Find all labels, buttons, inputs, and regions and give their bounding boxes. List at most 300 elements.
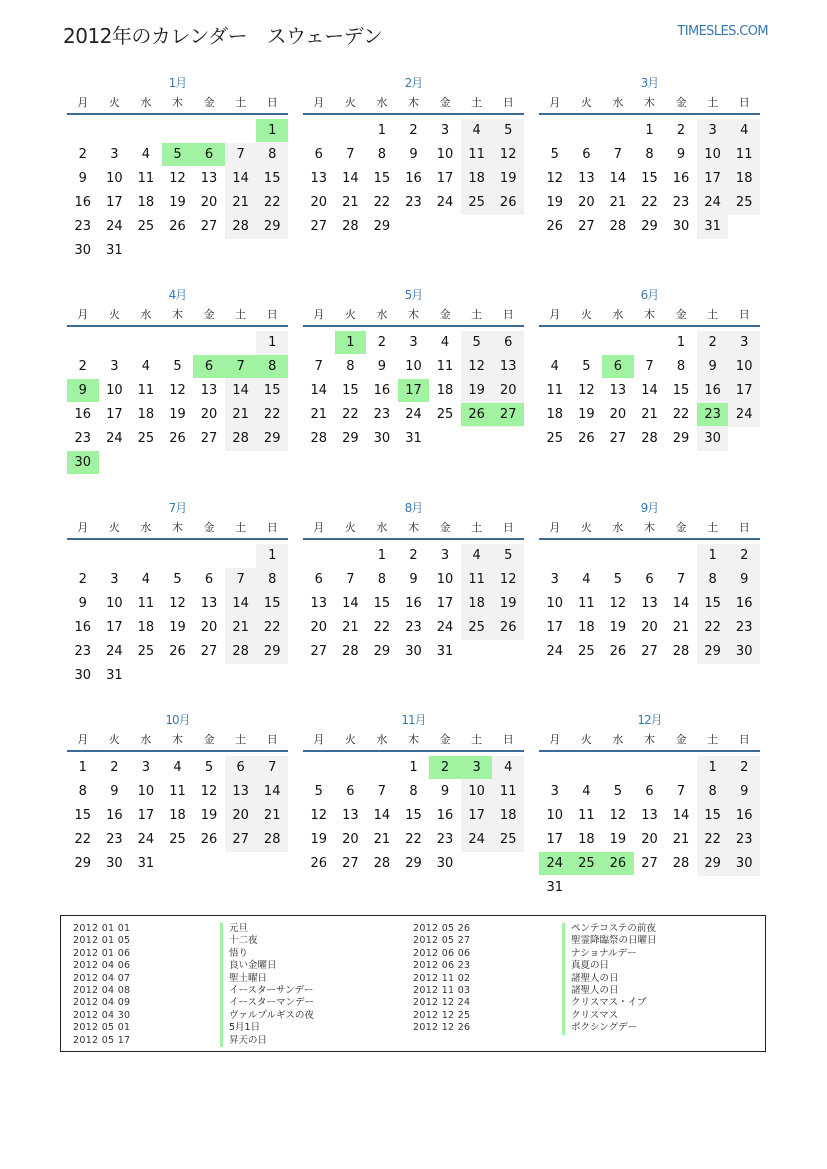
calendar-day[interactable]: 29: [672, 431, 690, 446]
calendar-day[interactable]: 16: [436, 808, 454, 823]
calendar-day[interactable]: 19: [169, 195, 186, 210]
calendar-day[interactable]: 4: [472, 548, 481, 563]
calendar-day[interactable]: 28: [609, 219, 627, 234]
calendar-day[interactable]: 3: [550, 572, 559, 587]
calendar-day[interactable]: 13: [200, 596, 218, 611]
calendar-day[interactable]: 17: [436, 171, 454, 186]
calendar-day[interactable]: 3: [440, 548, 450, 563]
calendar-day[interactable]: 13: [310, 596, 328, 611]
calendar-day[interactable]: 7: [346, 572, 355, 587]
calendar-day[interactable]: 11: [499, 784, 517, 799]
calendar-day[interactable]: 27: [641, 644, 658, 659]
calendar-day[interactable]: 31: [436, 644, 454, 659]
calendar-day[interactable]: 4: [504, 760, 513, 775]
calendar-day[interactable]: 2: [409, 123, 418, 138]
calendar-day[interactable]: 25: [137, 431, 155, 446]
calendar-day[interactable]: 29: [641, 219, 658, 234]
calendar-day[interactable]: 2: [708, 335, 717, 350]
calendar-day[interactable]: 17: [735, 383, 753, 398]
holiday-day[interactable]: 26: [602, 852, 634, 875]
calendar-day[interactable]: 7: [236, 147, 245, 162]
calendar-day[interactable]: 5: [613, 572, 623, 587]
calendar-day[interactable]: 22: [641, 195, 658, 210]
calendar-day[interactable]: 20: [609, 407, 627, 422]
calendar-day[interactable]: 12: [200, 784, 218, 799]
calendar-day[interactable]: 17: [704, 171, 721, 186]
calendar-day[interactable]: 18: [578, 832, 595, 847]
calendar-day[interactable]: 17: [137, 808, 155, 823]
holiday-day[interactable]: 30: [67, 451, 99, 474]
calendar-day[interactable]: 9: [377, 359, 387, 374]
calendar-day[interactable]: 18: [436, 383, 454, 398]
calendar-day[interactable]: 11: [735, 147, 753, 162]
calendar-day[interactable]: 23: [405, 195, 422, 210]
calendar-day[interactable]: 10: [704, 147, 721, 162]
calendar-day[interactable]: 22: [405, 832, 422, 847]
calendar-day[interactable]: 10: [436, 147, 454, 162]
calendar-day[interactable]: 7: [268, 760, 277, 775]
calendar-day[interactable]: 15: [704, 808, 721, 823]
calendar-day[interactable]: 15: [641, 171, 658, 186]
calendar-day[interactable]: 2: [409, 548, 418, 563]
calendar-day[interactable]: 19: [200, 808, 218, 823]
calendar-day[interactable]: 23: [74, 431, 92, 446]
calendar-day[interactable]: 15: [263, 171, 281, 186]
calendar-day[interactable]: 20: [232, 808, 249, 823]
calendar-day[interactable]: 8: [708, 572, 717, 587]
calendar-day[interactable]: 5: [314, 784, 323, 799]
calendar-day[interactable]: 15: [405, 808, 422, 823]
calendar-day[interactable]: 3: [409, 335, 418, 350]
calendar-day[interactable]: 17: [106, 407, 123, 422]
calendar-day[interactable]: 19: [609, 832, 627, 847]
calendar-day[interactable]: 19: [310, 832, 328, 847]
calendar-day[interactable]: 19: [578, 407, 595, 422]
calendar-day[interactable]: 16: [735, 596, 753, 611]
calendar-day[interactable]: 4: [740, 123, 749, 138]
calendar-day[interactable]: 14: [232, 596, 249, 611]
calendar-day[interactable]: 26: [169, 644, 186, 659]
calendar-day[interactable]: 24: [735, 407, 753, 422]
calendar-day[interactable]: 30: [436, 856, 454, 871]
calendar-day[interactable]: 18: [137, 620, 155, 635]
calendar-day[interactable]: 3: [110, 147, 119, 162]
calendar-day[interactable]: 26: [546, 219, 564, 234]
calendar-day[interactable]: 26: [609, 644, 627, 659]
calendar-day[interactable]: 26: [169, 431, 186, 446]
calendar-day[interactable]: 30: [74, 243, 92, 258]
calendar-day[interactable]: 1: [708, 548, 717, 563]
site-logo[interactable]: TIMESLES.COM: [677, 24, 768, 39]
calendar-day[interactable]: 30: [373, 431, 391, 446]
calendar-day[interactable]: 16: [672, 171, 690, 186]
calendar-day[interactable]: 30: [106, 856, 123, 871]
calendar-day[interactable]: 24: [546, 644, 564, 659]
calendar-day[interactable]: 25: [436, 407, 454, 422]
calendar-day[interactable]: 22: [263, 407, 281, 422]
calendar-day[interactable]: 6: [236, 760, 245, 775]
calendar-day[interactable]: 10: [436, 572, 454, 587]
calendar-day[interactable]: 27: [310, 644, 328, 659]
holiday-day[interactable]: 23: [697, 403, 729, 426]
calendar-day[interactable]: 27: [200, 644, 218, 659]
calendar-day[interactable]: 6: [204, 572, 214, 587]
calendar-day[interactable]: 10: [546, 596, 564, 611]
calendar-day[interactable]: 24: [106, 431, 123, 446]
holiday-day[interactable]: 6: [193, 355, 225, 378]
calendar-day[interactable]: 20: [310, 620, 328, 635]
calendar-day[interactable]: 1: [268, 335, 277, 350]
calendar-day[interactable]: 4: [582, 784, 591, 799]
calendar-day[interactable]: 19: [499, 596, 517, 611]
holiday-day[interactable]: 6: [602, 355, 634, 378]
calendar-day[interactable]: 25: [137, 219, 155, 234]
calendar-day[interactable]: 24: [137, 832, 155, 847]
calendar-day[interactable]: 21: [373, 832, 391, 847]
calendar-day[interactable]: 8: [268, 572, 277, 587]
calendar-day[interactable]: 22: [263, 620, 281, 635]
calendar-day[interactable]: 11: [137, 596, 155, 611]
calendar-day[interactable]: 1: [645, 123, 654, 138]
calendar-day[interactable]: 23: [436, 832, 454, 847]
calendar-day[interactable]: 20: [641, 832, 658, 847]
calendar-day[interactable]: 20: [200, 407, 218, 422]
calendar-day[interactable]: 9: [676, 147, 686, 162]
calendar-day[interactable]: 13: [342, 808, 359, 823]
calendar-day[interactable]: 14: [232, 171, 249, 186]
calendar-day[interactable]: 29: [74, 856, 92, 871]
calendar-day[interactable]: 22: [74, 832, 92, 847]
calendar-day[interactable]: 13: [578, 171, 595, 186]
calendar-day[interactable]: 16: [74, 195, 92, 210]
calendar-day[interactable]: 8: [645, 147, 654, 162]
calendar-day[interactable]: 21: [263, 808, 281, 823]
calendar-day[interactable]: 17: [106, 620, 123, 635]
calendar-day[interactable]: 1: [268, 548, 277, 563]
calendar-day[interactable]: 10: [106, 596, 123, 611]
calendar-day[interactable]: 14: [310, 383, 328, 398]
calendar-day[interactable]: 19: [169, 407, 186, 422]
calendar-day[interactable]: 27: [641, 856, 658, 871]
calendar-day[interactable]: 3: [141, 760, 151, 775]
calendar-day[interactable]: 9: [740, 572, 749, 587]
calendar-day[interactable]: 7: [236, 572, 245, 587]
calendar-day[interactable]: 10: [546, 808, 564, 823]
calendar-day[interactable]: 15: [263, 383, 281, 398]
calendar-day[interactable]: 4: [141, 572, 151, 587]
calendar-day[interactable]: 2: [110, 760, 119, 775]
calendar-day[interactable]: 15: [74, 808, 92, 823]
calendar-day[interactable]: 19: [609, 620, 627, 635]
calendar-day[interactable]: 27: [200, 431, 218, 446]
calendar-day[interactable]: 18: [735, 171, 753, 186]
calendar-day[interactable]: 28: [232, 219, 249, 234]
calendar-day[interactable]: 12: [310, 808, 328, 823]
calendar-day[interactable]: 10: [106, 171, 123, 186]
calendar-day[interactable]: 6: [645, 572, 654, 587]
calendar-day[interactable]: 3: [110, 572, 119, 587]
calendar-day[interactable]: 13: [232, 784, 249, 799]
calendar-day[interactable]: 15: [373, 596, 391, 611]
calendar-day[interactable]: 25: [735, 195, 753, 210]
calendar-day[interactable]: 4: [141, 359, 151, 374]
calendar-day[interactable]: 27: [578, 219, 595, 234]
calendar-day[interactable]: 25: [137, 644, 155, 659]
calendar-day[interactable]: 29: [704, 644, 721, 659]
calendar-day[interactable]: 4: [440, 335, 450, 350]
holiday-day[interactable]: 26: [461, 403, 493, 426]
calendar-day[interactable]: 15: [263, 596, 281, 611]
calendar-day[interactable]: 12: [169, 171, 186, 186]
calendar-day[interactable]: 12: [169, 596, 186, 611]
calendar-day[interactable]: 22: [373, 620, 391, 635]
calendar-day[interactable]: 14: [672, 596, 690, 611]
calendar-day[interactable]: 26: [499, 195, 517, 210]
calendar-day[interactable]: 16: [74, 620, 92, 635]
calendar-day[interactable]: 31: [137, 856, 155, 871]
calendar-day[interactable]: 16: [405, 596, 422, 611]
calendar-day[interactable]: 9: [78, 596, 87, 611]
calendar-day[interactable]: 8: [676, 359, 686, 374]
calendar-day[interactable]: 31: [704, 219, 721, 234]
calendar-day[interactable]: 20: [578, 195, 595, 210]
calendar-day[interactable]: 26: [200, 832, 218, 847]
calendar-day[interactable]: 25: [468, 195, 485, 210]
calendar-day[interactable]: 12: [499, 572, 517, 587]
calendar-day[interactable]: 2: [78, 572, 87, 587]
calendar-day[interactable]: 2: [740, 548, 749, 563]
holiday-day[interactable]: 7: [225, 355, 257, 378]
calendar-day[interactable]: 26: [169, 219, 186, 234]
calendar-day[interactable]: 2: [78, 359, 87, 374]
calendar-day[interactable]: 2: [78, 147, 87, 162]
calendar-day[interactable]: 20: [641, 620, 658, 635]
calendar-day[interactable]: 23: [106, 832, 123, 847]
calendar-day[interactable]: 7: [314, 359, 323, 374]
calendar-day[interactable]: 30: [735, 644, 753, 659]
calendar-day[interactable]: 14: [232, 383, 249, 398]
calendar-day[interactable]: 20: [342, 832, 359, 847]
calendar-day[interactable]: 28: [232, 431, 249, 446]
calendar-day[interactable]: 12: [609, 596, 627, 611]
holiday-day[interactable]: 1: [335, 331, 367, 354]
calendar-day[interactable]: 30: [735, 856, 753, 871]
calendar-day[interactable]: 3: [440, 123, 450, 138]
calendar-day[interactable]: 14: [609, 171, 627, 186]
calendar-day[interactable]: 11: [169, 784, 186, 799]
calendar-day[interactable]: 23: [74, 219, 92, 234]
calendar-day[interactable]: 28: [641, 431, 658, 446]
calendar-day[interactable]: 24: [436, 620, 454, 635]
calendar-day[interactable]: 8: [377, 147, 387, 162]
calendar-day[interactable]: 12: [578, 383, 595, 398]
calendar-day[interactable]: 29: [405, 856, 422, 871]
calendar-day[interactable]: 23: [735, 832, 753, 847]
calendar-day[interactable]: 12: [499, 147, 517, 162]
calendar-day[interactable]: 8: [708, 784, 717, 799]
calendar-day[interactable]: 31: [546, 880, 564, 895]
calendar-day[interactable]: 12: [169, 383, 186, 398]
calendar-day[interactable]: 28: [672, 856, 690, 871]
calendar-day[interactable]: 1: [78, 760, 87, 775]
calendar-day[interactable]: 8: [268, 147, 277, 162]
calendar-day[interactable]: 23: [373, 407, 391, 422]
calendar-day[interactable]: 6: [582, 147, 591, 162]
calendar-day[interactable]: 13: [200, 171, 218, 186]
calendar-day[interactable]: 21: [609, 195, 627, 210]
calendar-day[interactable]: 30: [704, 431, 721, 446]
calendar-day[interactable]: 13: [641, 596, 658, 611]
calendar-day[interactable]: 17: [546, 832, 564, 847]
calendar-day[interactable]: 6: [346, 784, 355, 799]
calendar-day[interactable]: 4: [173, 760, 182, 775]
calendar-day[interactable]: 29: [704, 856, 721, 871]
calendar-day[interactable]: 21: [232, 195, 249, 210]
calendar-day[interactable]: 10: [106, 383, 123, 398]
calendar-day[interactable]: 28: [232, 644, 249, 659]
calendar-day[interactable]: 28: [342, 219, 359, 234]
calendar-day[interactable]: 9: [440, 784, 450, 799]
calendar-day[interactable]: 28: [342, 644, 359, 659]
calendar-day[interactable]: 28: [373, 856, 391, 871]
calendar-day[interactable]: 16: [735, 808, 753, 823]
calendar-day[interactable]: 18: [169, 808, 186, 823]
calendar-day[interactable]: 8: [78, 784, 87, 799]
calendar-day[interactable]: 15: [373, 171, 391, 186]
calendar-day[interactable]: 30: [672, 219, 690, 234]
calendar-day[interactable]: 28: [310, 431, 328, 446]
holiday-day[interactable]: 2: [429, 756, 461, 779]
calendar-day[interactable]: 3: [110, 359, 119, 374]
calendar-day[interactable]: 5: [504, 123, 513, 138]
calendar-day[interactable]: 31: [405, 431, 422, 446]
calendar-day[interactable]: 11: [578, 808, 595, 823]
calendar-day[interactable]: 6: [314, 147, 323, 162]
calendar-day[interactable]: 18: [468, 596, 485, 611]
calendar-day[interactable]: 2: [740, 760, 749, 775]
calendar-day[interactable]: 18: [578, 620, 595, 635]
calendar-day[interactable]: 14: [672, 808, 690, 823]
calendar-day[interactable]: 10: [735, 359, 753, 374]
calendar-day[interactable]: 8: [409, 784, 418, 799]
holiday-day[interactable]: 24: [539, 852, 571, 875]
calendar-day[interactable]: 4: [472, 123, 481, 138]
calendar-day[interactable]: 6: [504, 335, 513, 350]
calendar-day[interactable]: 11: [436, 359, 454, 374]
calendar-day[interactable]: 29: [263, 644, 281, 659]
calendar-day[interactable]: 4: [582, 572, 591, 587]
calendar-day[interactable]: 18: [137, 407, 155, 422]
calendar-day[interactable]: 4: [141, 147, 151, 162]
calendar-day[interactable]: 8: [377, 572, 387, 587]
calendar-day[interactable]: 11: [468, 147, 485, 162]
calendar-day[interactable]: 21: [310, 407, 328, 422]
calendar-day[interactable]: 21: [672, 620, 690, 635]
calendar-day[interactable]: 1: [708, 760, 717, 775]
calendar-day[interactable]: 9: [409, 147, 418, 162]
calendar-day[interactable]: 13: [310, 171, 328, 186]
calendar-day[interactable]: 17: [436, 596, 454, 611]
calendar-day[interactable]: 6: [314, 572, 323, 587]
calendar-day[interactable]: 7: [645, 359, 654, 374]
calendar-day[interactable]: 13: [609, 383, 627, 398]
calendar-day[interactable]: 28: [263, 832, 281, 847]
calendar-day[interactable]: 16: [405, 171, 422, 186]
calendar-day[interactable]: 27: [232, 832, 249, 847]
calendar-day[interactable]: 20: [499, 383, 517, 398]
calendar-day[interactable]: 5: [173, 572, 182, 587]
calendar-day[interactable]: 7: [346, 147, 355, 162]
calendar-day[interactable]: 23: [672, 195, 690, 210]
calendar-day[interactable]: 15: [704, 596, 721, 611]
calendar-day[interactable]: 8: [346, 359, 355, 374]
calendar-day[interactable]: 5: [613, 784, 623, 799]
calendar-day[interactable]: 1: [676, 335, 686, 350]
calendar-day[interactable]: 16: [106, 808, 123, 823]
calendar-day[interactable]: 15: [672, 383, 690, 398]
calendar-day[interactable]: 21: [641, 407, 658, 422]
calendar-day[interactable]: 22: [672, 407, 690, 422]
calendar-day[interactable]: 25: [169, 832, 186, 847]
calendar-day[interactable]: 2: [377, 335, 387, 350]
calendar-day[interactable]: 7: [676, 784, 686, 799]
calendar-day[interactable]: 24: [436, 195, 454, 210]
calendar-day[interactable]: 5: [504, 548, 513, 563]
calendar-day[interactable]: 23: [405, 620, 422, 635]
calendar-day[interactable]: 12: [468, 359, 485, 374]
calendar-day[interactable]: 18: [499, 808, 517, 823]
calendar-day[interactable]: 31: [106, 243, 123, 258]
calendar-day[interactable]: 24: [704, 195, 721, 210]
calendar-day[interactable]: 20: [200, 195, 218, 210]
calendar-day[interactable]: 18: [468, 171, 485, 186]
holiday-day[interactable]: 8: [256, 355, 288, 378]
calendar-day[interactable]: 14: [342, 596, 359, 611]
calendar-day[interactable]: 11: [137, 171, 155, 186]
calendar-day[interactable]: 3: [708, 123, 717, 138]
calendar-day[interactable]: 15: [342, 383, 359, 398]
calendar-day[interactable]: 30: [405, 644, 422, 659]
calendar-day[interactable]: 26: [578, 431, 595, 446]
calendar-day[interactable]: 11: [468, 572, 485, 587]
calendar-day[interactable]: 19: [546, 195, 564, 210]
calendar-day[interactable]: 7: [676, 572, 686, 587]
calendar-day[interactable]: 17: [468, 808, 485, 823]
calendar-day[interactable]: 17: [106, 195, 123, 210]
holiday-day[interactable]: 3: [461, 756, 493, 779]
calendar-day[interactable]: 21: [232, 620, 249, 635]
calendar-day[interactable]: 18: [546, 407, 564, 422]
calendar-day[interactable]: 24: [106, 219, 123, 234]
calendar-day[interactable]: 29: [342, 431, 359, 446]
calendar-day[interactable]: 21: [232, 407, 249, 422]
calendar-day[interactable]: 14: [342, 171, 359, 186]
calendar-day[interactable]: 5: [173, 359, 182, 374]
calendar-day[interactable]: 3: [550, 784, 559, 799]
calendar-day[interactable]: 21: [672, 832, 690, 847]
calendar-day[interactable]: 14: [641, 383, 658, 398]
calendar-day[interactable]: 5: [204, 760, 214, 775]
holiday-day[interactable]: 27: [492, 403, 524, 426]
calendar-day[interactable]: 22: [342, 407, 359, 422]
calendar-day[interactable]: 27: [609, 431, 627, 446]
calendar-day[interactable]: 16: [704, 383, 721, 398]
calendar-day[interactable]: 25: [578, 644, 595, 659]
calendar-day[interactable]: 11: [137, 383, 155, 398]
calendar-day[interactable]: 16: [373, 383, 391, 398]
calendar-day[interactable]: 19: [499, 171, 517, 186]
calendar-day[interactable]: 13: [499, 359, 517, 374]
